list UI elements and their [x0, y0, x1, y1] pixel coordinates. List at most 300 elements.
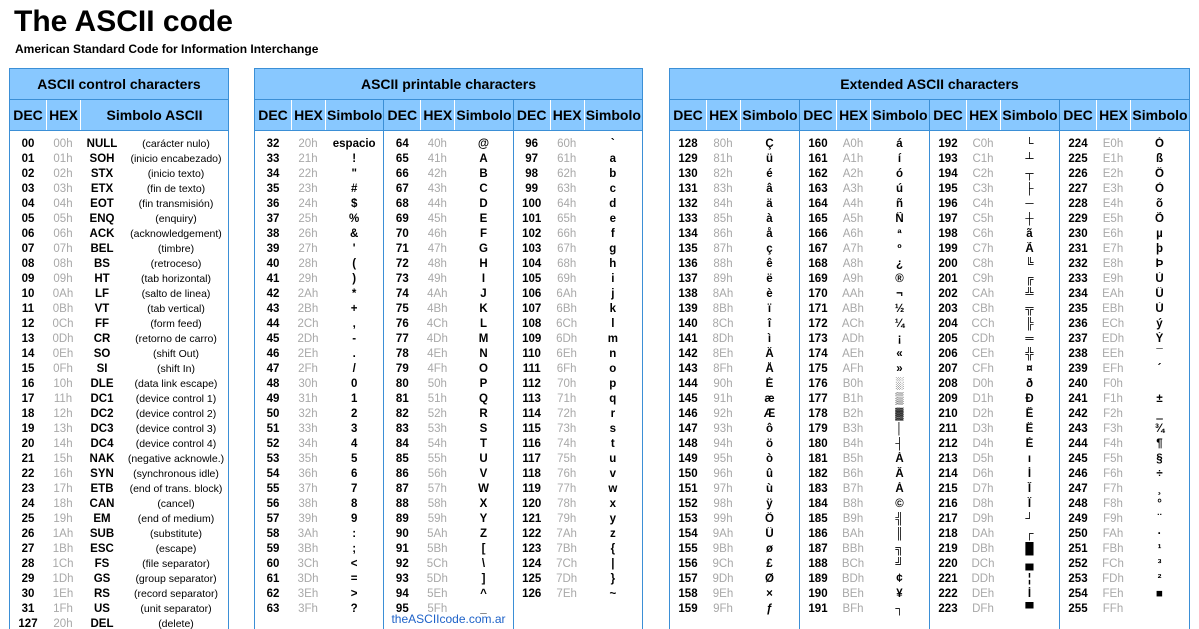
dec-value: 86	[395, 468, 409, 480]
symbol-value: #	[350, 183, 358, 195]
dec-header: DEC	[803, 107, 833, 123]
hex-value: E9h	[1102, 273, 1124, 285]
dec-value: 247	[1068, 483, 1088, 495]
table-row	[255, 287, 383, 302]
hex-value: F4h	[1103, 438, 1123, 450]
hex-value: 25h	[298, 213, 318, 225]
table-row	[670, 167, 799, 182]
hex-value: ECh	[1101, 318, 1125, 330]
symbol-value: ╗	[895, 543, 904, 555]
dec-value: 60	[266, 558, 280, 570]
hex-value: F5h	[1103, 453, 1123, 465]
hex-value: C3h	[972, 183, 994, 195]
extended-header-row	[1060, 100, 1189, 131]
table-row	[10, 497, 228, 512]
dec-value: 116	[522, 438, 541, 450]
dec-header: DEC	[387, 107, 418, 123]
hex-value: E7h	[1102, 243, 1124, 255]
dec-value: 78	[395, 348, 409, 360]
symbol-value: @	[477, 138, 490, 150]
symbol-value: ß	[1155, 153, 1164, 165]
hex-value: A1h	[842, 153, 864, 165]
dec-value: 168	[808, 258, 828, 270]
hex-value: 99h	[713, 513, 733, 525]
control-abbrev: GS	[93, 573, 111, 585]
extended-header-row	[930, 100, 1059, 131]
table-row	[514, 377, 642, 392]
dec-value: 04	[21, 198, 35, 210]
hex-value: 52h	[427, 408, 447, 420]
site-link[interactable]: theASCIIcode.com.ar	[391, 612, 506, 626]
dec-value: 85	[395, 453, 409, 465]
hex-value: ADh	[841, 333, 865, 345]
hex-value: BDh	[841, 573, 865, 585]
table-row	[670, 587, 799, 602]
dec-value: 150	[678, 468, 698, 480]
symbol-value: Û	[1155, 288, 1164, 300]
table-row	[1060, 512, 1189, 527]
control-column	[10, 100, 228, 629]
symbol-value: ╔	[1025, 273, 1034, 285]
table-row	[255, 437, 383, 452]
table-row	[800, 467, 929, 482]
dec-value: 221	[938, 573, 958, 585]
hex-value: 7Ah	[556, 528, 577, 540]
symbol-value: í	[897, 153, 902, 165]
symbol-value: ▓	[895, 408, 904, 420]
dec-value: 17	[21, 393, 35, 405]
control-description: (timbre)	[157, 243, 195, 255]
symbol-value: ı	[1027, 453, 1032, 465]
symbol-value: ç	[766, 243, 773, 255]
table-row	[670, 527, 799, 542]
symbol-value: Þ	[1155, 258, 1164, 270]
control-abbrev: RS	[94, 588, 110, 600]
hex-value: EFh	[1102, 363, 1124, 375]
table-row	[1060, 407, 1189, 422]
control-abbrev: LF	[94, 288, 110, 300]
dec-value: 113	[522, 393, 541, 405]
hex-value: 16h	[53, 468, 73, 480]
symbol-value: Ï	[1027, 498, 1032, 510]
dec-value: 128	[678, 138, 698, 150]
symbol-value: l	[611, 318, 615, 330]
dec-value: 29	[21, 573, 35, 585]
dec-value: 47	[266, 363, 280, 375]
symbol-value: Ù	[1155, 303, 1164, 315]
hex-value: D4h	[972, 438, 994, 450]
symbol-value: ~	[609, 588, 617, 600]
hex-value: AEh	[842, 348, 864, 360]
dec-value: 213	[938, 453, 958, 465]
symbol-value: k	[609, 303, 617, 315]
table-row	[10, 212, 228, 227]
table-row	[514, 152, 642, 167]
symbol-value: ¥	[896, 588, 903, 600]
control-description: (device control 3)	[135, 423, 217, 435]
control-description: (record separator)	[133, 588, 219, 600]
dec-value: 254	[1068, 588, 1088, 600]
hex-value: B3h	[842, 423, 864, 435]
printable-header-row	[514, 100, 642, 131]
table-row	[670, 287, 799, 302]
symbol-value: x	[609, 498, 617, 510]
hex-value: 6Bh	[556, 303, 577, 315]
hex-value: 39h	[298, 513, 318, 525]
symbol-value: %	[349, 213, 360, 225]
table-row	[255, 422, 383, 437]
hex-value: 6Ch	[556, 318, 578, 330]
hex-value: 31h	[298, 393, 318, 405]
hex-value: 00h	[53, 138, 73, 150]
symbol-value: Ö	[765, 513, 774, 525]
hex-value: E3h	[1102, 183, 1124, 195]
control-abbrev: DLE	[90, 378, 114, 390]
dec-value: 225	[1068, 153, 1088, 165]
table-row	[384, 437, 512, 452]
dec-value: 53	[266, 453, 280, 465]
dec-value: 59	[266, 543, 280, 555]
dec-value: 251	[1068, 543, 1088, 555]
symbol-value: j	[611, 288, 615, 300]
dec-value: 237	[1068, 333, 1088, 345]
symbol-value: ¯	[1156, 348, 1163, 360]
symbol-value: U	[479, 453, 488, 465]
table-row	[670, 347, 799, 362]
hex-value: 80h	[713, 138, 733, 150]
dec-value: 188	[808, 558, 828, 570]
symbol-value: r	[610, 408, 616, 420]
table-row	[1060, 317, 1189, 332]
table-row	[514, 497, 642, 512]
hex-value: 69h	[557, 273, 577, 285]
hex-value: 05h	[53, 213, 73, 225]
table-row	[800, 227, 929, 242]
hex-value: 9Bh	[712, 543, 734, 555]
symbol-value: A	[479, 153, 488, 165]
symbol-value: Ü	[765, 528, 774, 540]
symbol-value: ·	[1157, 528, 1162, 540]
table-row	[10, 377, 228, 392]
dec-value: 41	[266, 273, 280, 285]
dec-value: 173	[808, 333, 828, 345]
dec-value: 52	[266, 438, 280, 450]
symbol-value: 9	[350, 513, 358, 525]
table-row	[1060, 332, 1189, 347]
symbol-value: È	[1025, 438, 1034, 450]
control-description: (group separator)	[135, 573, 217, 585]
table-row	[1060, 377, 1189, 392]
table-row	[255, 257, 383, 272]
table-row	[514, 437, 642, 452]
hex-value: E1h	[1102, 153, 1124, 165]
table-row	[514, 167, 642, 182]
hex-value: 23h	[298, 183, 318, 195]
symbol-value: ╬	[1025, 348, 1034, 360]
dec-value: 95	[395, 603, 409, 615]
symbol-header: Simbolo	[1000, 100, 1059, 130]
symbol-value: ©	[895, 498, 904, 510]
table-row	[255, 557, 383, 572]
table-row	[1060, 182, 1189, 197]
hex-value: 77h	[557, 483, 577, 495]
symbol-value: ;	[352, 543, 357, 555]
control-description: (device control 2)	[135, 408, 217, 420]
table-row	[514, 572, 642, 587]
hex-value: 91h	[713, 393, 733, 405]
hex-value: 1Ch	[52, 558, 74, 570]
table-row	[800, 302, 929, 317]
dec-header: DEC	[13, 107, 43, 123]
symbol-value: ý	[1156, 318, 1163, 330]
dec-value: 153	[678, 513, 698, 525]
hex-value: D3h	[972, 423, 994, 435]
dec-value: 175	[808, 363, 828, 375]
symbol-value: Ã	[1025, 243, 1034, 255]
table-row	[670, 197, 799, 212]
table-row	[800, 287, 929, 302]
symbol-value: w	[608, 483, 618, 495]
hex-value: EDh	[1101, 333, 1125, 345]
symbol-value: è	[766, 288, 773, 300]
dec-value: 126	[522, 588, 542, 600]
symbol-value: *	[351, 288, 357, 300]
dec-value: 191	[808, 603, 828, 615]
table-row	[10, 557, 228, 572]
symbol-value: ²	[1157, 573, 1162, 585]
hex-value: 5Eh	[427, 588, 448, 600]
dec-value: 56	[266, 498, 280, 510]
hex-value: BEh	[842, 588, 864, 600]
table-row	[800, 527, 929, 542]
table-row	[930, 152, 1059, 167]
table-row	[800, 212, 929, 227]
table-row	[255, 317, 383, 332]
hex-value: FFh	[1102, 603, 1124, 615]
dec-value: 161	[808, 153, 828, 165]
table-row	[930, 362, 1059, 377]
symbol-value: ô	[765, 423, 774, 435]
control-abbrev: EM	[93, 513, 111, 525]
hex-header: HEX	[706, 100, 740, 130]
hex-value: 9Eh	[712, 588, 734, 600]
table-row	[1060, 167, 1189, 182]
symbol-value: À	[895, 483, 904, 495]
control-abbrev: ESC	[90, 543, 114, 555]
dec-value: 70	[395, 228, 409, 240]
symbol-value: {	[610, 543, 616, 555]
table-row	[514, 242, 642, 257]
symbol-value: G	[479, 243, 488, 255]
symbol-value: O	[479, 363, 488, 375]
symbol-value: Ý	[1155, 333, 1164, 345]
hex-value: 4Fh	[427, 363, 448, 375]
dec-value: 103	[522, 243, 542, 255]
dec-value: 160	[808, 138, 828, 150]
hex-value: BCh	[841, 558, 865, 570]
control-description: (negative acknowle.)	[127, 453, 225, 465]
hex-value: 5Dh	[426, 573, 448, 585]
hex-value: DDh	[971, 573, 995, 585]
hex-value: 9Ah	[712, 528, 734, 540]
table-row	[384, 302, 512, 317]
dec-value: 252	[1068, 558, 1088, 570]
table-row	[514, 332, 642, 347]
symbol-value: ´	[1157, 363, 1162, 375]
hex-value: 01h	[53, 153, 73, 165]
symbol-value: s	[609, 423, 617, 435]
table-row	[800, 152, 929, 167]
control-description: (file separator)	[142, 558, 210, 570]
dec-value: 26	[21, 528, 35, 540]
table-row	[930, 587, 1059, 602]
dec-value: 75	[395, 303, 409, 315]
dec-value: 112	[522, 378, 541, 390]
hex-value: 2Eh	[297, 348, 319, 360]
dec-value: 196	[938, 198, 958, 210]
dec-value: 31	[21, 603, 35, 615]
dec-value: 241	[1068, 393, 1088, 405]
dec-value: 93	[395, 573, 409, 585]
hex-header: HEX	[46, 100, 80, 130]
hex-value: 07h	[53, 243, 73, 255]
symbol-value: ñ	[895, 198, 904, 210]
dec-value: 20	[21, 438, 35, 450]
hex-value: D9h	[972, 513, 994, 525]
symbol-value: ┌	[1025, 528, 1034, 540]
symbol-value: T	[479, 438, 487, 450]
symbol-value: ¨	[1157, 513, 1162, 525]
hex-value: A7h	[842, 243, 864, 255]
symbol-value: ?	[350, 603, 358, 615]
symbol-value: Ð	[1025, 393, 1034, 405]
control-abbrev: STX	[90, 168, 114, 180]
symbol-value: ú	[895, 183, 904, 195]
hex-value: D0h	[972, 378, 994, 390]
table-row	[10, 602, 228, 617]
hex-value: A3h	[842, 183, 864, 195]
symbol-value: D	[479, 198, 488, 210]
hex-value: 79h	[557, 513, 577, 525]
symbol-value: õ	[1155, 198, 1164, 210]
control-abbrev: CR	[93, 333, 111, 345]
control-description: (form feed)	[150, 318, 202, 330]
dec-value: 94	[395, 588, 409, 600]
hex-value: 34h	[298, 438, 318, 450]
dec-value: 203	[938, 303, 958, 315]
dec-value: 154	[678, 528, 698, 540]
symbol-value: ÷	[1156, 468, 1163, 480]
hex-value: D5h	[972, 453, 994, 465]
hex-value: 4Dh	[426, 333, 448, 345]
table-row	[1060, 602, 1189, 617]
dec-value: 13	[21, 333, 35, 345]
table-row	[670, 497, 799, 512]
symbol-value: ▒	[895, 393, 904, 405]
symbol-value: X	[479, 498, 488, 510]
dec-value: 50	[266, 408, 280, 420]
dec-value: 89	[395, 513, 409, 525]
hex-value: 73h	[557, 423, 577, 435]
dec-value: 96	[525, 138, 539, 150]
symbol-value: æ	[764, 393, 775, 405]
dec-value: 232	[1068, 258, 1088, 270]
table-row	[255, 377, 383, 392]
printable-column	[513, 100, 642, 629]
control-description: (tab horizontal)	[140, 273, 212, 285]
table-row	[514, 347, 642, 362]
table-row	[255, 527, 383, 542]
table-row	[1060, 482, 1189, 497]
dec-value: 201	[938, 273, 958, 285]
hex-value: 5Bh	[427, 543, 448, 555]
table-row	[384, 587, 512, 602]
symbol-value: Ò	[1155, 183, 1164, 195]
table-row	[670, 392, 799, 407]
dec-value: 171	[808, 303, 828, 315]
hex-value: 26h	[298, 228, 318, 240]
hex-value: C8h	[972, 258, 994, 270]
dec-header: DEC	[933, 107, 963, 123]
hex-value: F9h	[1103, 513, 1123, 525]
control-description: (synchronous idle)	[133, 468, 219, 480]
hex-value: BFh	[842, 603, 864, 615]
dec-value: 185	[808, 513, 828, 525]
dec-value: 25	[21, 513, 35, 525]
symbol-value: espacio	[332, 138, 376, 150]
table-row	[1060, 587, 1189, 602]
hex-value: 29h	[298, 273, 318, 285]
table-row	[255, 332, 383, 347]
table-row	[800, 512, 929, 527]
table-row	[514, 542, 642, 557]
dec-value: 208	[938, 378, 958, 390]
table-row	[930, 317, 1059, 332]
dec-value: 239	[1068, 363, 1088, 375]
symbol-value: y	[609, 513, 617, 525]
symbol-value: é	[766, 168, 773, 180]
dec-value: 06	[21, 228, 35, 240]
symbol-value: e	[609, 213, 617, 225]
dec-value: 102	[522, 228, 542, 240]
table-row	[10, 437, 228, 452]
dec-value: 35	[266, 183, 280, 195]
table-row	[384, 497, 512, 512]
dec-value: 100	[522, 198, 542, 210]
table-row	[1060, 542, 1189, 557]
table-row	[670, 302, 799, 317]
table-row	[800, 542, 929, 557]
dec-value: 179	[808, 423, 828, 435]
table-row	[930, 272, 1059, 287]
symbol-value: i	[611, 273, 615, 285]
hex-value: 6Eh	[556, 348, 577, 360]
table-row	[1060, 422, 1189, 437]
control-abbrev: SOH	[89, 153, 115, 165]
hex-value: CCh	[971, 318, 995, 330]
table-row	[1060, 452, 1189, 467]
hex-header: HEX	[550, 100, 584, 130]
dec-value: 205	[938, 333, 958, 345]
symbol-value: Ø	[765, 573, 774, 585]
dec-value: 195	[938, 183, 958, 195]
dec-value: 181	[808, 453, 828, 465]
dec-value: 249	[1068, 513, 1088, 525]
dec-value: 38	[266, 228, 280, 240]
hex-value: 53h	[427, 423, 447, 435]
hex-value: E0h	[1102, 138, 1124, 150]
hex-value: 10h	[53, 378, 73, 390]
